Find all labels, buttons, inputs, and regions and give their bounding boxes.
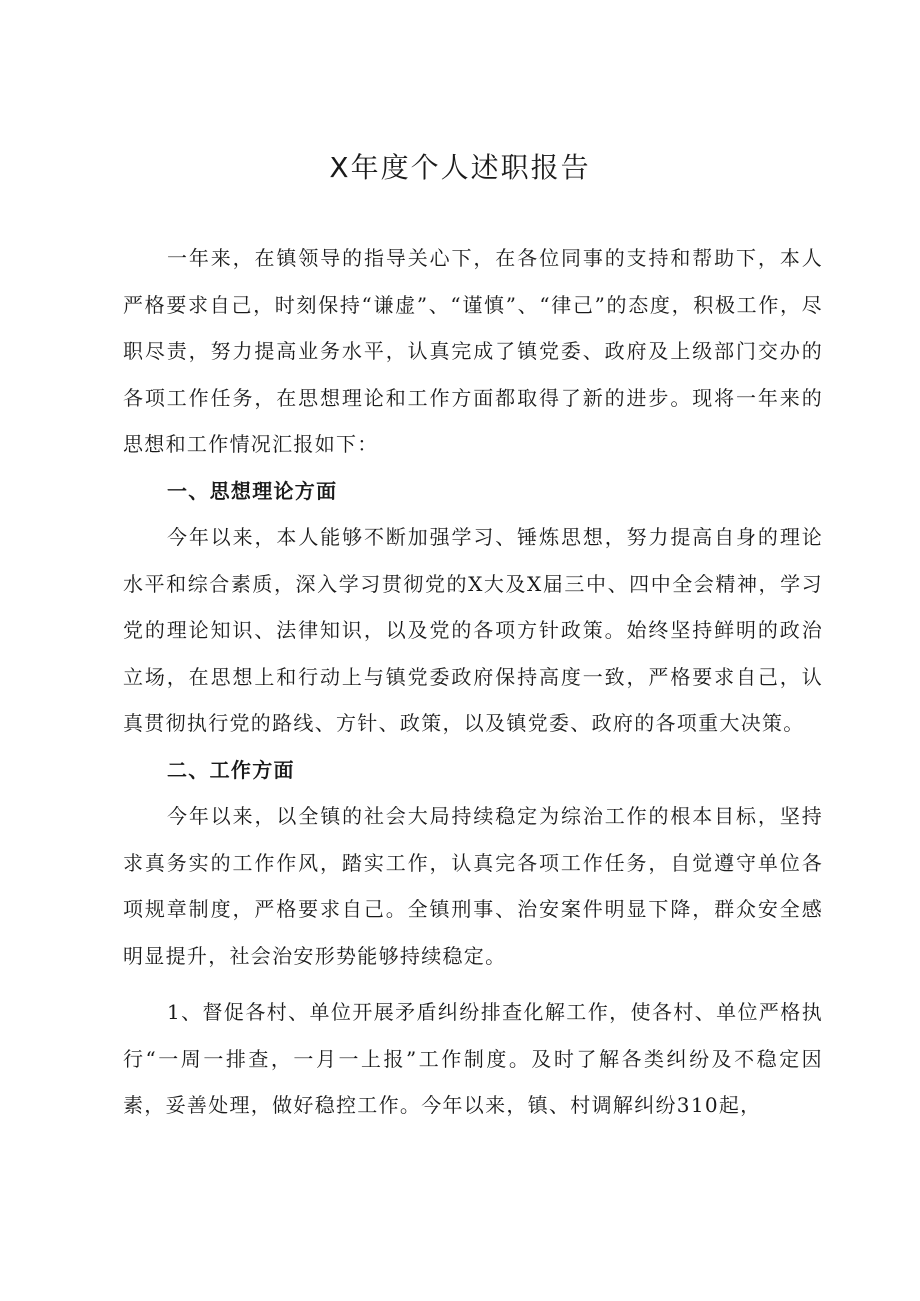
section-paragraph-work: 今年以来，以全镇的社会大局持续稳定为综治工作的根本目标，坚持求真务实的工作作风，踏实工作，认真完各项工作任务，自觉遵守单位各项规章制度，严格要求自己。全镇刑事、治安案件明显下降，群众安全感明显提升，社会治安形势能够持续稳定。 (123, 804, 823, 968)
document-title: X年度个人述职报告 (329, 151, 591, 184)
work-item-paragraph: 1、督促各村、单位开展矛盾纠纷排查化解工作，使各村、单位严格执行“一周一排查，一月一上报”工作制度。及时了解各类纠纷及不稳定因素，妥善处理，做好稳控工作。今年以来，镇、村调解纠纷310起， (123, 1000, 823, 1117)
paragraph-spacer (123, 979, 823, 989)
intro-paragraph: 一年来，在镇领导的指导关心下，在各位同事的支持和帮助下，本人严格要求自己，时刻保持“谦虚”、“谨慎”、“律己”的态度，积极工作，尽职尽责，努力提高业务水平，认真完成了镇党委、政府及上级部门交办的各项工作任务，在思想理论和工作方面都取得了新的进步。现将一年来的思想和工作情况汇报如下： (123, 246, 823, 456)
section-heading-work: 二、工作方面 (167, 757, 295, 782)
section-heading-theory: 一、思想理论方面 (167, 478, 338, 503)
section-paragraph-theory: 今年以来，本人能够不断加强学习、锤炼思想，努力提高自身的理论水平和综合素质，深入学习贯彻党的X大及X届三中、四中全会精神，学习党的理论知识、法律知识，以及党的各项方针政策。始终坚持鲜明的政治立场，在思想上和行动上与镇党委政府保持高度一致，严格要求自己，认真贯彻执行党的路线、方针、政策，以及镇党委、政府的各项重大决策。 (123, 525, 823, 735)
document-body (123, 235, 823, 1129)
